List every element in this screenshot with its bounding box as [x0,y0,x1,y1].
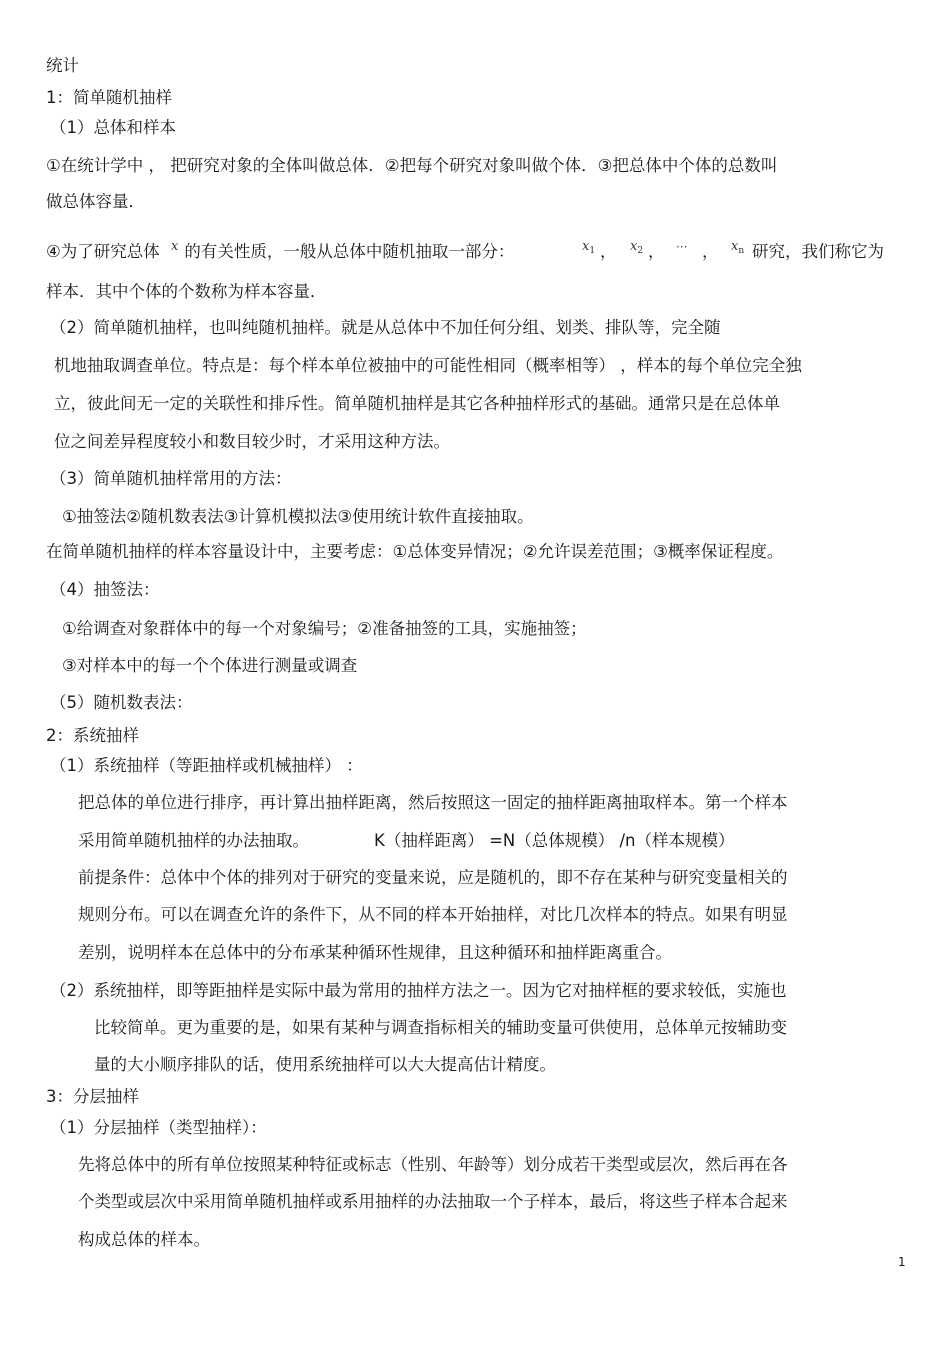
paragraph-line: 前提条件：总体中个体的排列对于研究的变量来说，应是随机的，即不存在某种与研究变量相关的 [78,868,788,887]
paragraph-line: 比较简单。更为重要的是，如果有某种与调查指标相关的辅助变量可供使用，总体单元按辅助变 [94,1018,787,1037]
section-2-heading: 2：系统抽样 [46,726,139,745]
paragraph-line: 个类型或层次中采用简单随机抽样或系用抽样的办法抽取一个子样本，最后，将这些子样本合起来 [78,1192,788,1211]
paragraph-line: 规则分布。可以在调查允许的条件下，从不同的样本开始抽样，对比几次样本的特点。如果有明显 [78,905,788,924]
math-expression [731,234,744,262]
paragraph-line: 立，彼此间无一定的关联性和排斥性。简单随机抽样是其它各种抽样形式的基础。通常只是在总体单 [54,394,780,413]
subsection-3-1-heading: （1）分层抽样（类型抽样）： [50,1118,267,1137]
math-variable: $x_2$ [630,239,644,256]
paragraph-line: 样本．其中个体的个数称为样本容量． [46,282,327,301]
comma: ， [600,242,617,261]
subsection-2-1-heading: （1）系统抽样（等距抽样或机械抽样） ： [50,756,363,775]
paragraph-line: 量的大小顺序排队的话，使用系统抽样可以大大提高估计精度。 [94,1055,556,1074]
ellipsis: ··· [676,240,688,254]
paragraph-line: ③对样本中的每一个个体进行测量或调查 [62,656,358,675]
section-1-heading: 1：简单随机抽样 [46,88,172,107]
comma: ， [648,242,665,261]
page-number: 1 [898,1255,906,1269]
subsection-1-5-heading: （5）随机数表法： [50,693,193,712]
formula-line: K（抽样距离） =N（总体规模） /n（样本规模） [374,831,735,850]
paragraph-line: ①在统计学中 ， 把研究对象的全体叫做总体．②把每个研究对象叫做个体．③把总体中个体的总数叫 [46,156,778,175]
paragraph-line: 构成总体的样本。 [78,1230,210,1249]
math-expression [630,234,643,262]
paragraph-line: 在简单随机抽样的样本容量设计中，主要考虑：①总体变异情况；②允许误差范围；③概率保证程度。 [46,542,784,561]
paragraph-line: 把总体的单位进行排序，再计算出抽样距离，然后按照这一固定的抽样距离抽取样本。第一个样本 [78,793,788,812]
section-3-heading: 3：分层抽样 [46,1087,139,1106]
math-variable: $x_n$ [731,239,745,256]
paragraph-line: （2）简单随机抽样，也叫纯随机抽样。就是从总体中不加任何分组、划类、排队等，完全随 [50,318,721,337]
paragraph-line [46,241,514,265]
paragraph-line: 做总体容量． [46,192,145,211]
math-variable: x [171,239,179,254]
paragraph-line: ①抽签法②随机数表法③计算机模拟法③使用统计软件直接抽取。 [62,507,534,526]
math-expression [582,234,595,262]
subsection-1-1-heading: （1）总体和样本 [50,118,176,137]
subsection-1-3-heading: （3）简单随机抽样常用的方法： [50,469,292,488]
text-run: 研究，我们称它为 [752,242,884,261]
paragraph-line: 机地抽取调查单位。特点是：每个样本单位被抽中的可能性相同（概率相等） ，样本的每个单位完全独 [54,356,802,375]
text-run: 的有关性质，一般从总体中随机抽取一部分： [184,242,515,261]
paragraph-line: 采用简单随机抽样的办法抽取。 [78,831,309,850]
paragraph-line: （2）系统抽样，即等距抽样是实际中最为常用的抽样方法之一。因为它对抽样框的要求较低，实施也 [50,981,787,1000]
text-run: ④为了研究总体 [46,242,160,261]
comma: ， [702,242,719,261]
math-variable: $x_1$ [582,239,596,256]
paragraph-line: 差别，说明样本在总体中的分布承某种循环性规律，且这种循环和抽样距离重合。 [78,943,672,962]
paragraph-line: 先将总体中的所有单位按照某种特征或标志（性别、年龄等）划分成若干类型或层次，然后再在各 [78,1155,788,1174]
subsection-1-4-heading: （4）抽签法： [50,580,160,599]
doc-title: 统计 [46,56,79,75]
paragraph-line: 位之间差异程度较小和数目较少时，才采用这种方法。 [54,432,450,451]
paragraph-line: ①给调查对象群体中的每一个对象编号；②准备抽签的工具，实施抽签； [62,619,587,638]
